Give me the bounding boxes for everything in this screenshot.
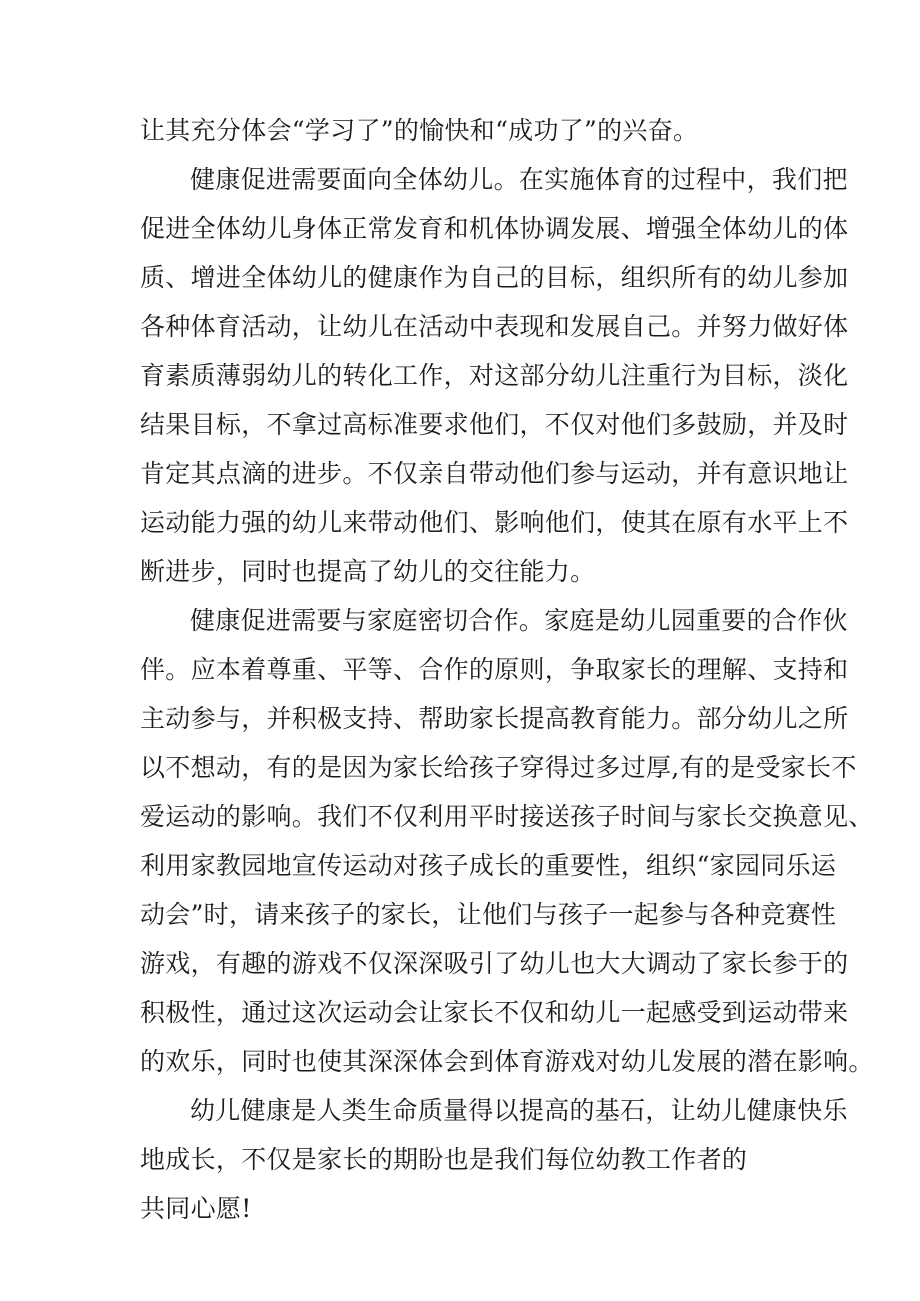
text-line: 地成长，不仅是家长的期盼也是我们每位幼教工作者的 — [140, 1145, 748, 1174]
text-line: 肯定其点滴的进步。不仅亲自带动他们参与运动，并有意识地让 — [140, 459, 849, 488]
text-line: 利用家教园地宣传运动对孩子成长的重要性，组织“家园同乐运 — [140, 851, 837, 880]
text-line: 动会”时，请来孩子的家长，让他们与孩子一起参与各种竞赛性 — [140, 900, 837, 929]
text-line: 共同心愿! — [140, 1194, 252, 1223]
text-line: 促进全体幼儿身体正常发育和机体协调发展、增强全体幼儿的体 — [140, 214, 849, 243]
text-line: 运动能力强的幼儿来带动他们、影响他们，使其在原有水平上不 — [140, 508, 849, 537]
text-line: 结果目标，不拿过高标准要求他们，不仅对他们多鼓励，并及时 — [140, 410, 849, 439]
text-line: 游戏，有趣的游戏不仅深深吸引了幼儿也大大调动了家长参于的 — [140, 949, 849, 978]
text-line: 断进步，同时也提高了幼儿的交往能力。 — [140, 557, 596, 586]
paragraph-start-line: 幼儿健康是人类生命质量得以提高的基石，让幼儿健康快乐 — [190, 1096, 848, 1125]
text-line: 积极性，通过这次运动会让家长不仅和幼儿一起感受到运动带来 — [140, 998, 849, 1027]
text-line: 的欢乐，同时也使其深深体会到体育游戏对幼儿发展的潜在影响。 — [140, 1047, 874, 1076]
paragraph-start-line: 健康促进需要面向全体幼儿。在实施体育的过程中，我们把 — [190, 165, 848, 194]
text-line: 各种体育活动，让幼儿在活动中表现和发展自己。并努力做好体 — [140, 312, 849, 341]
text-line: 育素质薄弱幼儿的转化工作，对这部分幼儿注重行为目标，淡化 — [140, 361, 849, 390]
text-line: 让其充分体会“学习了”的愉快和“成功了”的兴奋。 — [140, 116, 699, 145]
text-line: 以不想动，有的是因为家长给孩子穿得过多过厚,有的是受家长不 — [140, 753, 857, 782]
text-line: 质、增进全体幼儿的健康作为自己的目标，组织所有的幼儿参加 — [140, 263, 849, 292]
paragraph-start-line: 健康促进需要与家庭密切合作。家庭是幼儿园重要的合作伙 — [190, 606, 848, 635]
text-line: 伴。应本着尊重、平等、合作的原则，争取家长的理解、支持和 — [140, 655, 849, 684]
text-line: 爱运动的影响。我们不仅利用平时接送孩子时间与家长交换意见、 — [140, 802, 874, 831]
text-line: 主动参与，并积极支持、帮助家长提高教育能力。部分幼儿之所 — [140, 704, 849, 733]
